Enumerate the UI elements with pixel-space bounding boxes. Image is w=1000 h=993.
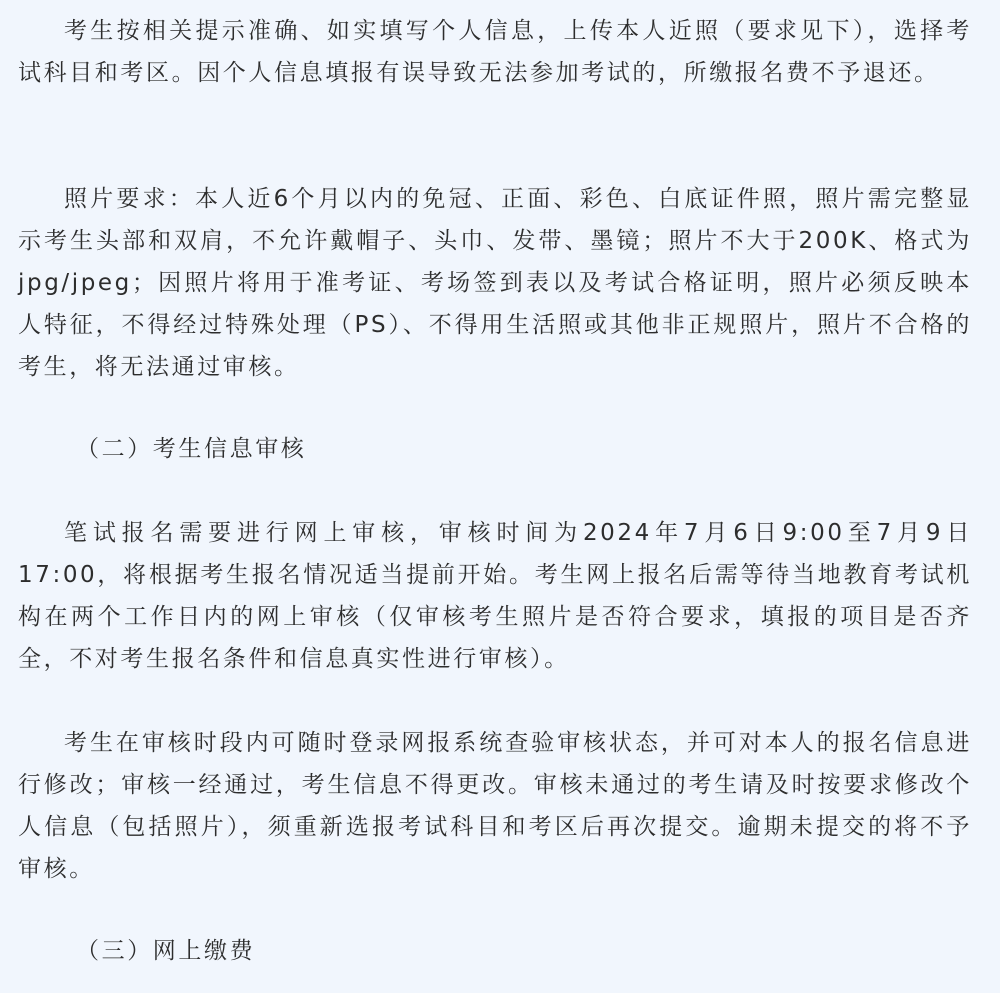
paragraph-registration-info: 考生按相关提示准确、如实填写个人信息，上传本人近照（要求见下），选择考试科目和考区。因个人信息填报有误导致无法参加考试的，所缴报名费不予退还。	[18, 18, 972, 86]
section-heading-online-payment: （三）网上缴费	[76, 938, 256, 964]
section-heading-info-review: （二）考生信息审核	[76, 436, 307, 462]
paragraph-online-review: 笔试报名需要进行网上审核，审核时间为2024年7月6日9:00至7月9日17:00，将根据考生报名情况适当提前开始。考生网上报名后需等待当地教育考试机构在两个工作日内的网上审核（仅审核考生照片是否符合要求，填报的项目是否齐全，不对考生报名条件和信息真实性进行审核）。	[18, 520, 972, 672]
paragraph-review-status: 考生在审核时段内可随时登录网报系统查验审核状态，并可对本人的报名信息进行修改；审核一经通过，考生信息不得更改。审核未通过的考生请及时按要求修改个人信息（包括照片），须重新选报考试科目和考区后再次提交。逾期未提交的将不予审核。	[18, 730, 972, 882]
paragraph-photo-requirements: 照片要求：本人近6个月以内的免冠、正面、彩色、白底证件照，照片需完整显示考生头部和双肩，不允许戴帽子、头巾、发带、墨镜；照片不大于200K、格式为jpg/jpeg；因照片将用于准考证、考场签到表以及考试合格证明，照片必须反映本人特征，不得经过特殊处理（PS）、不得用生活照或其他非正规照片，照片不合格的考生，将无法通过审核。	[18, 186, 972, 380]
